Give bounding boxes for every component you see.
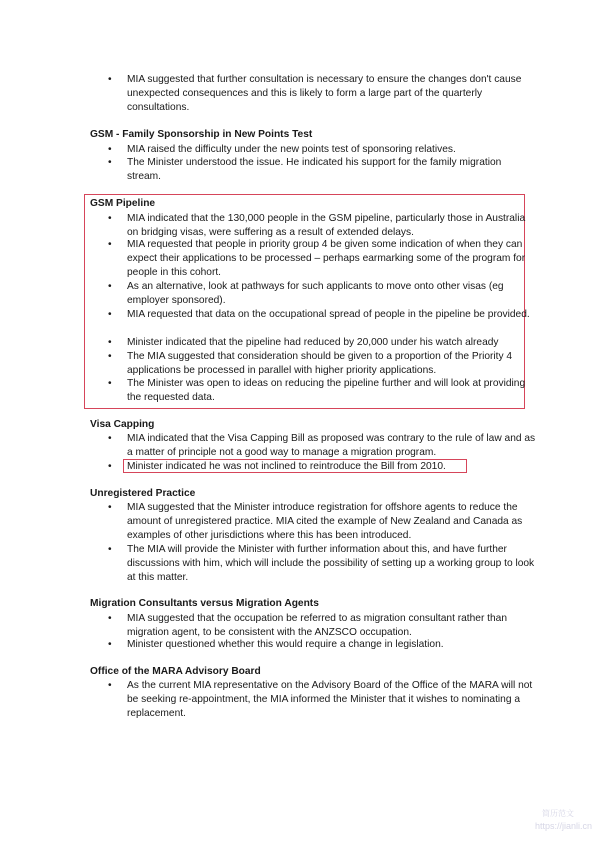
bullet-item: • Minister indicated that the pipeline had reduced by 20,000 under his watch already: [108, 337, 499, 348]
bullet-item: • MIA suggested that the occupation be referred to as migration consultant rather than migration agent, to be consistent with the ANZSCO occupation.: [108, 613, 507, 638]
section-title-gsm-pipeline: GSM Pipeline: [90, 198, 156, 209]
bullet-item: • The MIA suggested that consideration should be given to a proportion of the Priority 4 applications be processed in parallel with higher priority applications.: [108, 351, 513, 376]
bullet-glyph: •: [108, 337, 112, 348]
bullet-item: • MIA suggested that the Minister introduce registration for offshore agents to reduce the amount of unregistered practice. MIA cited the example of New Zealand and Canada as examples of other jurisdictions where this has been introduced.: [108, 502, 523, 541]
bullet-glyph: •: [108, 74, 112, 85]
bullet-glyph: •: [108, 157, 112, 168]
bullet-glyph: •: [108, 378, 112, 389]
bullet-item: • As an alternative, look at pathways for such applicants to move onto other visas (eg employer sponsored).: [108, 281, 504, 306]
bullet-glyph: •: [108, 502, 112, 513]
bullet-glyph: •: [108, 144, 112, 155]
bullet-item: • Minister questioned whether this would require a change in legislation.: [108, 639, 444, 650]
section-title-mara-advisory-board: Office of the MARA Advisory Board: [90, 666, 261, 677]
bullet-glyph: •: [108, 239, 112, 250]
bullet-item: • Minister indicated he was not inclined to reintroduce the Bill from 2010.: [108, 461, 446, 472]
bullet-item: • MIA requested that people in priority group 4 be given some indication of when they can expect their applications to be processed – perhaps earmarking some of the program for people in this cohort.: [108, 239, 526, 278]
section-title-migration-consultants: Migration Consultants versus Migration Agents: [90, 598, 319, 609]
section-title-visa-capping: Visa Capping: [90, 419, 155, 430]
bullet-glyph: •: [108, 433, 112, 444]
bullet-item: • As the current MIA representative on the Advisory Board of the Office of the MARA will not be seeking re-appointment, the MIA informed the Minister that it wishes to nominating a replacement.: [108, 680, 533, 719]
bullet-glyph: •: [108, 309, 112, 320]
bullet-item: • The Minister understood the issue. He indicated his support for the family migration stream.: [108, 157, 502, 182]
bullet-glyph: •: [108, 351, 112, 362]
bullet-glyph: •: [108, 639, 112, 650]
bullet-item: • MIA requested that data on the occupational spread of people in the pipeline be provided.: [108, 309, 530, 320]
bullet-item: • MIA raised the difficulty under the new points test of sponsoring relatives.: [108, 144, 456, 155]
bullet-glyph: •: [108, 213, 112, 224]
bullet-item: • MIA suggested that further consultation is necessary to ensure the changes don't cause unexpected consequences and this is likely to form a large part of the quarterly consultations.: [108, 74, 522, 113]
section-title-unregistered-practice: Unregistered Practice: [90, 488, 196, 499]
bullet-item: • MIA indicated that the 130,000 people in the GSM pipeline, particularly those in Australia on bridging visas, were suffering as a result of extended delays.: [108, 213, 526, 238]
bullet-item: • The MIA will provide the Minister with further information about this, and have further discussions with him, which will include the possibility of setting up a working group to look at this matter.: [108, 544, 535, 583]
bullet-glyph: •: [108, 461, 112, 472]
bullet-glyph: •: [108, 680, 112, 691]
bullet-item: • The Minister was open to ideas on reducing the pipeline further and will look at providing the requested data.: [108, 378, 526, 403]
bullet-item: • MIA indicated that the Visa Capping Bill as proposed was contrary to the rule of law and as a matter of principle not a good way to manage a migration program.: [108, 433, 536, 458]
watermark: 简历范文 https://jianli.cn: [534, 809, 592, 831]
bullet-glyph: •: [108, 613, 112, 624]
section-title-family-sponsorship: GSM - Family Sponsorship in New Points Test: [90, 129, 313, 140]
bullet-glyph: •: [108, 281, 112, 292]
bullet-glyph: •: [108, 544, 112, 555]
